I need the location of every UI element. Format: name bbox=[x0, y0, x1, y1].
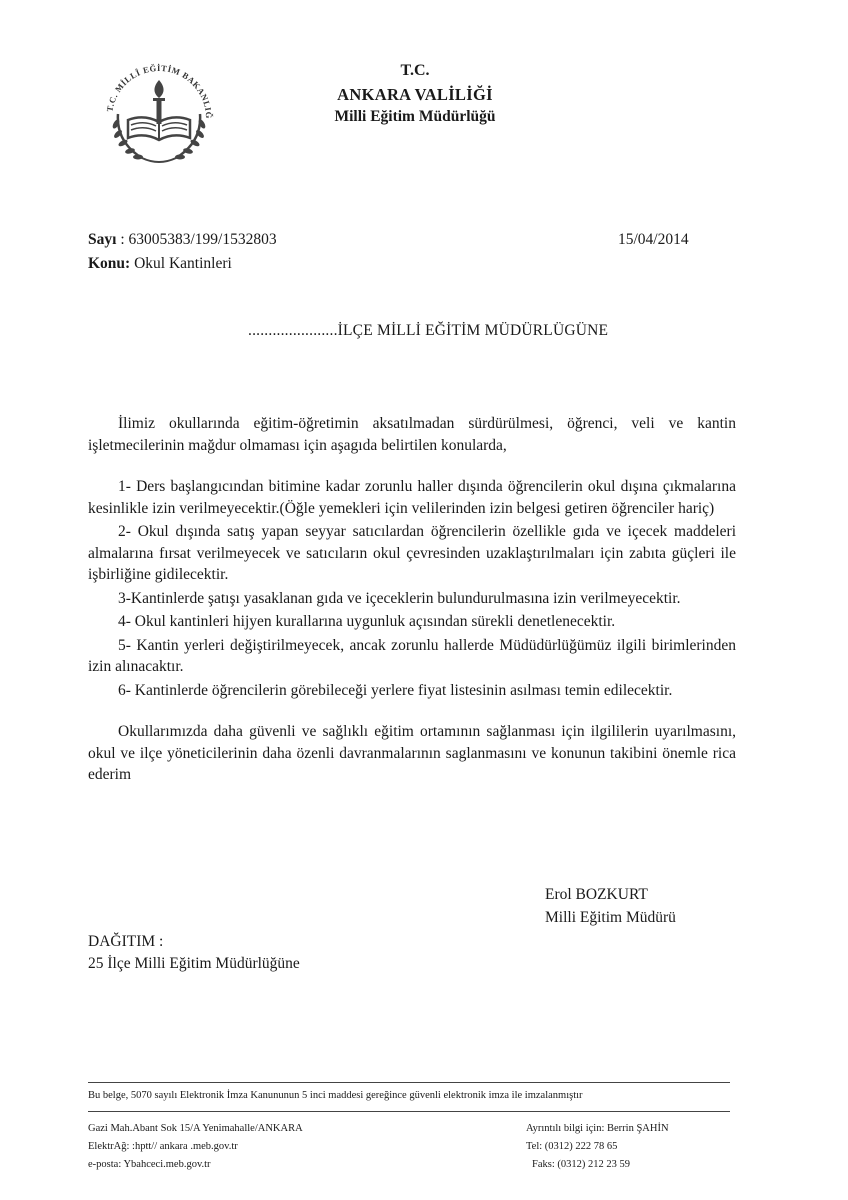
e-signature-note: Bu belge, 5070 sayılı Elektronik İmza Kanununun 5 inci maddesi gereğince güvenli elektronik imza ile imzalanmıştır bbox=[88, 1090, 583, 1101]
konu-row bbox=[88, 255, 232, 273]
ministry-seal-logo bbox=[98, 54, 220, 176]
addressee: ......................İLÇE MİLLİ EĞİTİM MÜDÜRLÜGÜNE bbox=[248, 322, 609, 339]
footer-email: e-posta: Ybahceci.meb.gov.tr bbox=[88, 1159, 211, 1170]
list-item: 2- Okul dışında satış yapan seyyar satıcılardan öğrencilerin özellikle gıda ve içecek maddeleri almalarına fırsat verilmeyecek ve satıcıların okul çevresinden uzaklaştırılmaları için zabıta güçleri ile işbirliğine gidilecektir. bbox=[88, 523, 736, 583]
footer-tel: Tel: (0312) 222 78 65 bbox=[526, 1141, 618, 1152]
footer-contact-person: Ayrıntılı bilgi için: Berrin ŞAHİN bbox=[526, 1123, 669, 1134]
footer-address-block bbox=[88, 1120, 303, 1174]
konu-value: Okul Kantinleri bbox=[134, 255, 232, 272]
footer-fax: Faks: (0312) 212 23 59 bbox=[532, 1159, 630, 1170]
list-item: 1- Ders başlangıcından bitimine kadar zorunlu haller dışında öğrencilerin okul dışına çıkmalarına kesinlikle izin verilmeyecektir.(Öğle yemekleri için velilerinden izin belgesi getiren öğrenciler hariç) bbox=[88, 478, 736, 517]
footer-address: Gazi Mah.Abant Sok 15/A Yenimahalle/ANKARA bbox=[88, 1123, 303, 1134]
list-item: 4- Okul kantinleri hijyen kurallarına uygunluk açısından sürekli denetlenecektir. bbox=[118, 613, 616, 630]
header-milli-egitim: Milli Eğitim Müdürlüğü bbox=[334, 108, 496, 125]
closing-paragraph: Okullarımızda daha güvenli ve sağlıklı eğitim ortamının sağlanması için ilgililerin uyarılmasını, okul ve ilçe yöneticilerinin daha özenli davranmalarının saglanmasını ve konunun takibini önemle rica ederim bbox=[88, 723, 736, 783]
header-ankara-valiligi: ANKARA VALİLİĞİ bbox=[337, 85, 493, 104]
sayi-row bbox=[88, 231, 277, 249]
konu-label: Konu: bbox=[88, 255, 131, 272]
footer-divider-top bbox=[88, 1082, 730, 1083]
header-tc: T.C. bbox=[400, 62, 430, 79]
distribution-recipient: 25 İlçe Milli Eğitim Müdürlüğüne bbox=[88, 955, 300, 972]
signatory-title: Milli Eğitim Müdürü bbox=[545, 909, 676, 926]
sayi-value: : 63005383/199/1532803 bbox=[120, 231, 277, 248]
letter-body bbox=[88, 413, 736, 794]
seal-emblem-icon bbox=[98, 54, 220, 176]
svg-text:T.C. MİLLÎ EĞİTİM BAKANLIĞI: T.C. MİLLÎ EĞİTİM BAKANLIĞ bbox=[104, 62, 215, 120]
list-item: 3-Kantinlerde şatışı yasaklanan gıda ve içeceklerin bulundurulmasına izin verilmeyecektir. bbox=[118, 589, 681, 607]
intro-paragraph: İlimiz okullarında eğitim-öğretimin aksatılmadan sürdürülmesi, öğrenci, veli ve kantin işletmecilerinin mağdur olmaması için aşagıda belirtilen konularda, bbox=[88, 415, 736, 454]
footer-divider-bottom bbox=[88, 1111, 730, 1112]
footer-web: ElektrAğ: :hptt// ankara .meb.gov.tr bbox=[88, 1141, 238, 1152]
distribution-label: DAĞITIM : bbox=[88, 933, 164, 950]
list-item: 6- Kantinlerde öğrencilerin görebileceği yerlere fiyat listesinin asılması temin edilecektir. bbox=[118, 681, 673, 699]
document-date: 15/04/2014 bbox=[618, 231, 689, 248]
signatory-name: Erol BOZKURT bbox=[545, 886, 648, 903]
list-item: 5- Kantin yerleri değiştirilmeyecek, ancak zorunlu hallerde Müdüdürlüğümüz ilgili birimlerinden izin alınacaktır. bbox=[88, 636, 736, 675]
footer-contact-block bbox=[526, 1120, 669, 1174]
sayi-label: Sayı bbox=[88, 231, 117, 248]
